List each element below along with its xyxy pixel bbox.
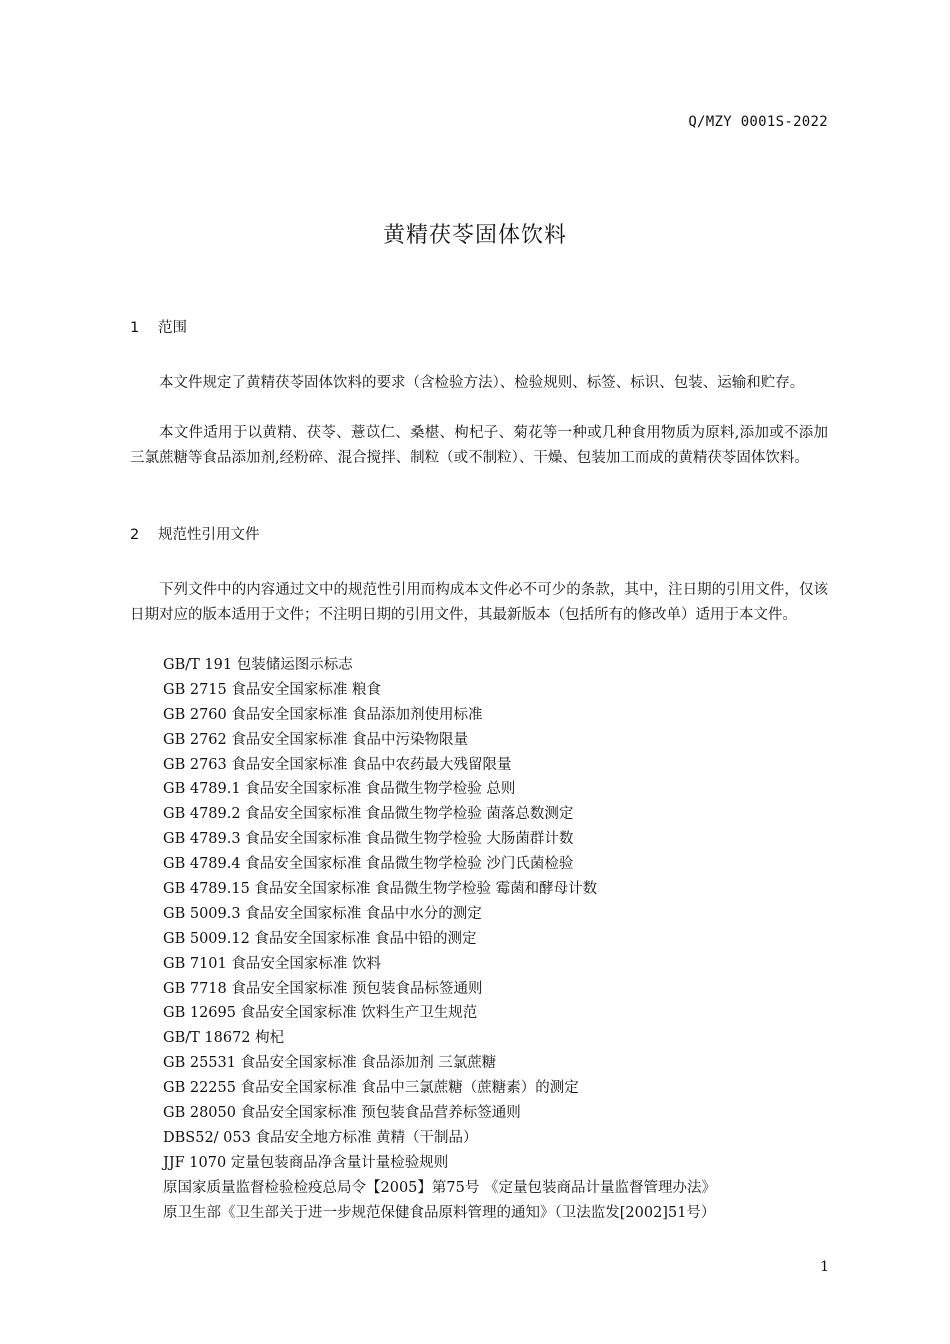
document-code: Q/MZY 0001S-2022 [688,114,828,130]
reference-item: GB 4789.4 食品安全国家标准 食品微生物学检验 沙门氏菌检验 [163,856,574,873]
reference-item: DBS52/ 053 食品安全地方标准 黄精（干制品） [163,1129,478,1146]
reference-item: GB 5009.12 食品安全国家标准 食品中铅的测定 [163,930,477,947]
reference-item: GB 7718 食品安全国家标准 预包装食品标签通则 [163,980,483,997]
reference-item: GB 2760 食品安全国家标准 食品添加剂使用标准 [163,706,483,723]
reference-item: GB 22255 食品安全国家标准 食品中三氯蔗糖（蔗糖素）的测定 [163,1080,579,1097]
reference-item: GB 4789.3 食品安全国家标准 食品微生物学检验 大肠菌群计数 [163,831,574,848]
scope-paragraph-1: 本文件规定了黄精茯苓固体饮料的要求（含检验方法）、检验规则、标签、标识、包装、运输和贮存。 [159,375,805,391]
section-heading-normative-references [130,523,260,544]
reference-item: GB 2762 食品安全国家标准 食品中污染物限量 [163,731,468,748]
references-intro-paragraph: 下列文件中的内容通过文中的规范性引用而构成本文件必不可少的条款，其中，注日期的引用文件，仅该日期对应的版本适用于文件；不注明日期的引用文件，其最新版本（包括所有的修改单）适用于本文件。 [130,582,828,623]
reference-list [163,653,716,1225]
reference-item: GB 4789.15 食品安全国家标准 食品微生物学检验 霉菌和酵母计数 [163,881,598,898]
section-title: 规范性引用文件 [158,527,260,543]
reference-item: 原卫生部《卫生部关于进一步规范保健食品原料管理的通知》（卫法监发[2002]51号） [163,1204,716,1221]
section-number: 2 [130,527,140,543]
reference-item: GB 28050 食品安全国家标准 预包装食品营养标签通则 [163,1105,521,1122]
reference-item: GB 12695 食品安全国家标准 饮料生产卫生规范 [163,1005,478,1022]
document-title: 黄精茯苓固体饮料 [382,223,567,248]
reference-item: GB 4789.1 食品安全国家标准 食品微生物学检验 总则 [163,781,516,798]
section-heading-scope [130,316,187,337]
reference-item: GB/T 191 包装储运图示标志 [163,657,353,673]
reference-item: 原国家质量监督检验检疫总局令【2005】第75号 《定量包装商品计量监督管理办法》 [163,1179,716,1196]
reference-item: GB 2763 食品安全国家标准 食品中农药最大残留限量 [163,756,512,773]
reference-item: GB/T 18672 枸杞 [163,1030,285,1047]
reference-item: GB 5009.3 食品安全国家标准 食品中水分的测定 [163,905,482,922]
page-number: 1 [820,1259,829,1275]
reference-item: GB 7101 食品安全国家标准 饮料 [163,955,381,972]
reference-item: GB 25531 食品安全国家标准 食品添加剂 三氯蔗糖 [163,1055,497,1072]
reference-item: JJF 1070 定量包装商品净含量计量检验规则 [163,1154,449,1171]
section-title: 范围 [158,320,187,336]
scope-paragraph-2: 本文件适用于以黄精、茯苓、薏苡仁、桑椹、枸杞子、菊花等一种或几种食用物质为原料,添加或不添加三氯蔗糖等食品添加剂,经粉碎、混合搅拌、制粒（或不制粒）、干燥、包装加工而成的黄精茯苓固体饮料。 [130,425,828,466]
reference-item: GB 4789.2 食品安全国家标准 食品微生物学检验 菌落总数测定 [163,806,574,823]
reference-item: GB 2715 食品安全国家标准 粮食 [163,681,381,698]
section-number: 1 [130,320,140,336]
